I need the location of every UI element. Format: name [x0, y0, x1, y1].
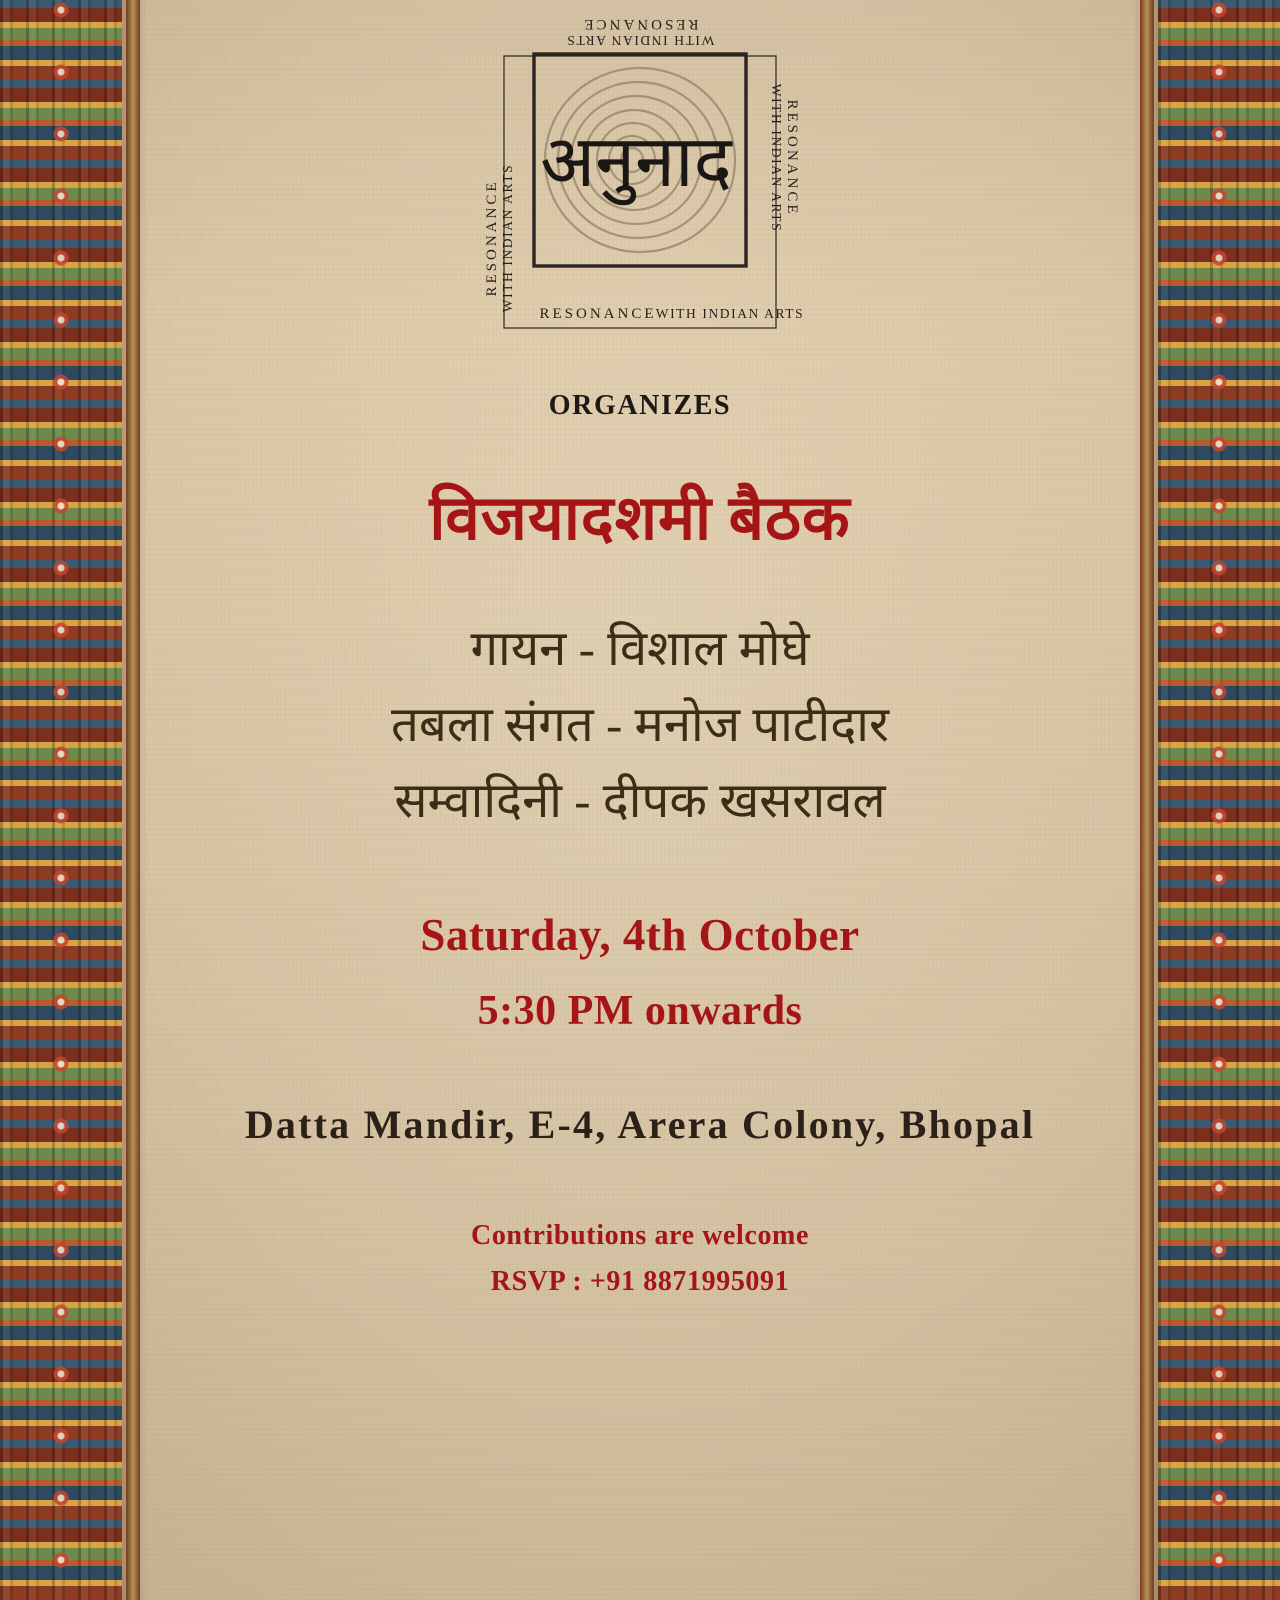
- logo-bottom-word: RESONANCE: [539, 306, 657, 322]
- logo-brand-script: अनुनाद: [540, 122, 732, 202]
- event-time: 5:30 PM onwards: [477, 988, 803, 1035]
- event-title: विजयादशमी बैठक: [429, 485, 851, 553]
- event-date: Saturday, 4th October: [420, 910, 860, 961]
- artist-list: [150, 611, 1130, 839]
- logo-ring-tagline-top: WITH INDIAN ARTS: [565, 33, 715, 48]
- artist-line-harmonium: सम्वादिनी - दीपक खसरावल: [394, 773, 886, 829]
- logo-ring-text-left: RESONANCE: [484, 179, 500, 297]
- border-floral-motif-right: [1158, 0, 1280, 1600]
- paper-shadow-right: [1132, 0, 1158, 1600]
- artist-line-vocal: गायन - विशाल मोघे: [470, 621, 810, 677]
- paper-shadow-left: [122, 0, 148, 1600]
- logo-ring-tagline-right: WITH INDIAN ARTS: [769, 83, 784, 233]
- logo-ring-text-right: RESONANCE: [784, 99, 800, 217]
- border-floral-motif-left: [0, 0, 122, 1600]
- decorative-border-left: [0, 0, 122, 1600]
- artist-line-tabla: तबला संगत - मनोज पाटीदार: [391, 697, 889, 753]
- logo-bottom-tagline: WITH INDIAN ARTS: [655, 306, 805, 321]
- rsvp-contact: RSVP : +91 8871995091: [490, 1266, 790, 1298]
- event-venue: Datta Mandir, E-4, Arera Colony, Bhopal: [244, 1102, 1036, 1148]
- logo-ring-text-top: RESONANCE: [581, 16, 699, 32]
- anunaad-logo: [450, 8, 830, 376]
- decorative-border-right: [1158, 0, 1280, 1600]
- organizes-label: ORGANIZES: [548, 390, 732, 421]
- poster-content: [150, 0, 1130, 1600]
- logo-ring-tagline-left: WITH INDIAN ARTS: [500, 163, 515, 313]
- contributions-note: Contributions are welcome: [471, 1220, 809, 1252]
